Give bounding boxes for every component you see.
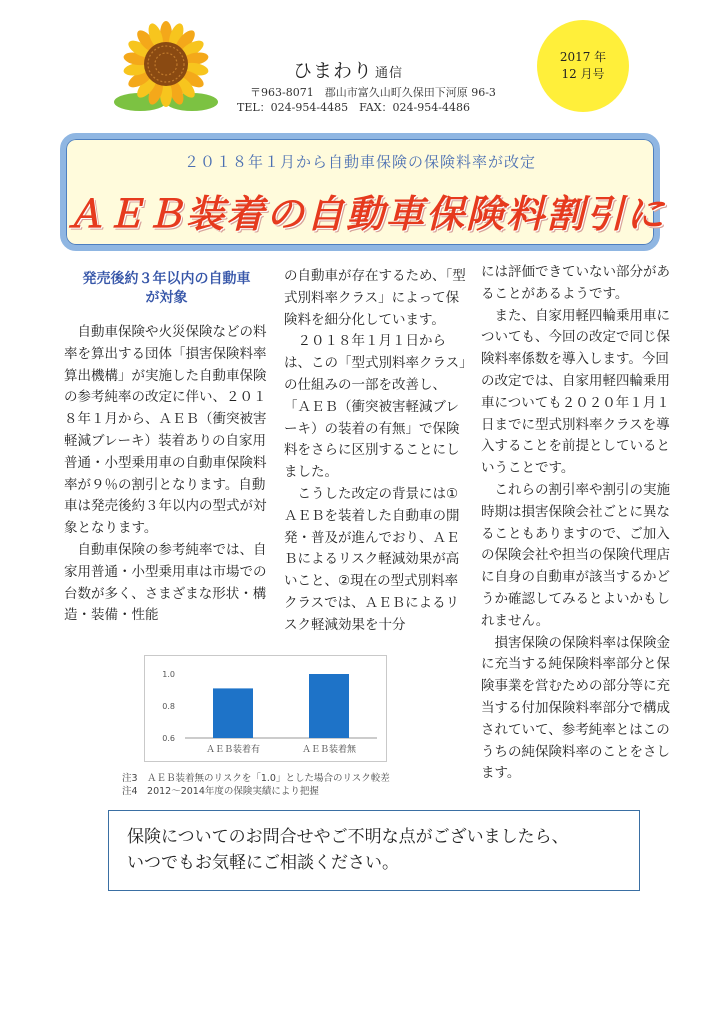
article-column-2 bbox=[284, 266, 466, 637]
paragraph: の自動車が存在するため、「型式別料率クラス」によって保険料を細分化しています。 bbox=[284, 268, 466, 328]
headline-banner bbox=[60, 133, 667, 251]
y-tick-label: 0.6 bbox=[162, 734, 175, 743]
section-heading-line1: 発売後約３年以内の自動車 bbox=[82, 271, 251, 287]
contact-line-2: いつでもお気軽にご相談ください。 bbox=[127, 853, 399, 873]
brand-name: ひまわり bbox=[293, 60, 374, 82]
paragraph: 自動車保険や火災保険などの料率を算出する団体「損害保険料率算出機構」が実施した自動車保険の参考純率の改定に伴い、２０１８年１月から、ＡＥＢ（衝突被害軽減ブレーキ）装着ありの自家用普通・小型乗用車の自動車保険料率が９％の割引となります。自動車は発売後約３年以内の型式が対象となります。 bbox=[64, 324, 267, 537]
paragraph: また、自家用軽四輪乗用車についても、今回の改定で同じ保険料率係数を導入します。今回の改定では、自家用軽四輪乗用車についても２０２０年１月１日までに型式別料率クラスを導入することを前提としているということです。 bbox=[481, 307, 670, 477]
tel-fax: TEL：024-954-4485 FAX：024-954-4486 bbox=[237, 101, 470, 114]
address: 〒963-8071 郡山市富久山町久保田下河原 96-3 bbox=[250, 86, 496, 99]
newsletter-brand bbox=[293, 56, 403, 83]
paragraph: こうした改定の背景には①ＡＥＢを装着した自動車の開発・普及が進んでおり、ＡＥＢによるリスク軽減効果が高いこと、②現在の型式別料率クラスでは、ＡＥＢによるリスク軽減効果を十分 bbox=[284, 485, 460, 633]
contact-line-1: 保険についてのお問合せやご不明な点がございましたら、 bbox=[127, 827, 569, 847]
risk-chart bbox=[144, 655, 387, 762]
chart-note-2: 注4 2012～2014年度の保険実績により把握 bbox=[122, 786, 319, 797]
y-tick-label: 0.8 bbox=[162, 702, 175, 711]
sunflower-logo bbox=[106, 18, 224, 114]
contact-box bbox=[108, 810, 640, 891]
issue-year: 2017 年 bbox=[559, 50, 607, 64]
paragraph: これらの割引率や割引の実施時期は損害保険会社ごとに異なることもありますので、ご加入の保険会社や担当の保険代理店に自身の自動車が該当するかどうか確認してみるとよいかもしれません。 bbox=[481, 481, 670, 629]
x-tick-label: ＡＥＢ装着無 bbox=[301, 745, 357, 755]
issue-month: 12 月号 bbox=[561, 67, 605, 81]
headline-subtitle: ２０１８年１月から自動車保険の保険料率が改定 bbox=[183, 153, 536, 171]
paragraph: ２０１８年１月１日からは、この「型式別料率クラス」の仕組みの一部を改善し、「ＡＥＢ（衝突被害軽減ブレーキ）の装着の有無」で保険料をさらに区別することにしました。 bbox=[284, 333, 466, 481]
section-heading bbox=[64, 270, 269, 308]
y-tick-label: 1.0 bbox=[162, 670, 175, 679]
article-column-3 bbox=[481, 262, 671, 785]
chart-bar bbox=[309, 674, 349, 738]
article-column-1 bbox=[64, 270, 269, 627]
chart-bar bbox=[213, 688, 253, 738]
paragraph: には評価できていない部分があることがあるようです。 bbox=[481, 264, 670, 302]
x-tick-label: ＡＥＢ装着有 bbox=[205, 745, 261, 755]
risk-chart-svg bbox=[145, 656, 386, 761]
paragraph: 自動車保険の参考純率では、自家用普通・小型乗用車は市場での台数が多く、さまざまな形状・構造・装備・性能 bbox=[64, 541, 267, 624]
brand-suffix: 通信 bbox=[375, 66, 404, 81]
headline-title: ＡＥＢ装着の自動車保険料割引に bbox=[66, 192, 667, 236]
issue-badge bbox=[537, 20, 629, 112]
chart-note-1: 注3 ＡＥＢ装着無のリスクを「1.0」とした場合のリスク較差 bbox=[122, 773, 390, 784]
section-heading-line2: が対象 bbox=[145, 290, 188, 306]
paragraph: 損害保険の保険料率は保険金に充当する純保険料率部分と保険事業を営むための部分等に充当する付加保険料率部分で構成されていて、参考純率とはこのうちの純保険料率のことをさします。 bbox=[481, 634, 670, 782]
